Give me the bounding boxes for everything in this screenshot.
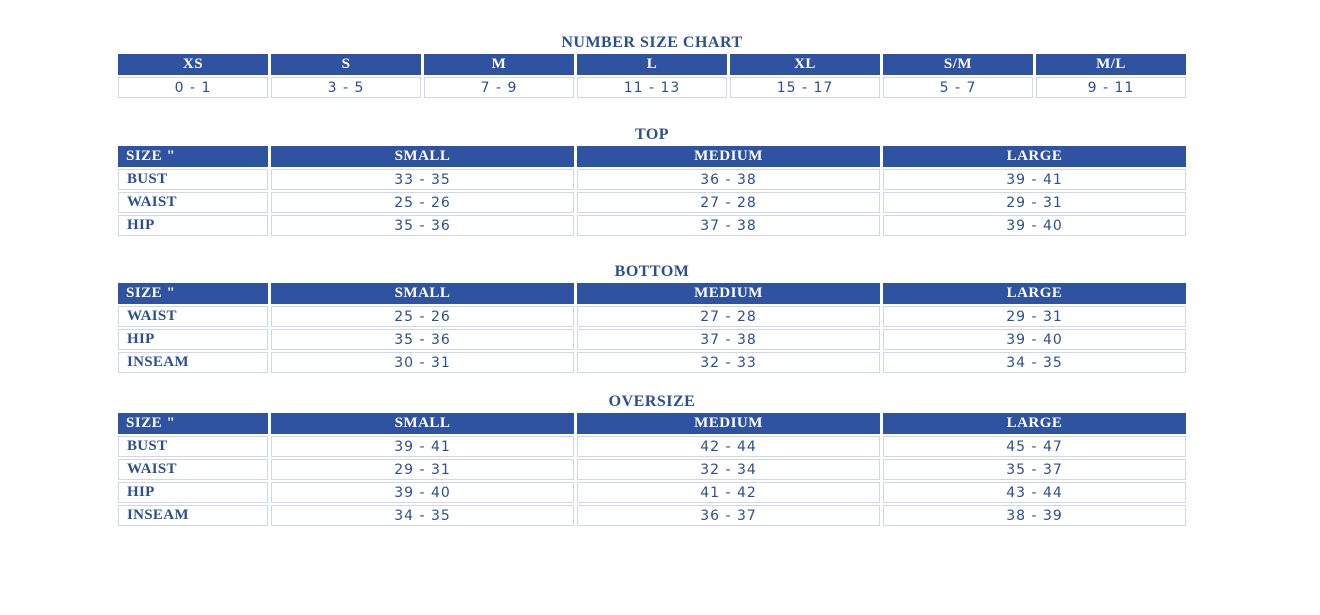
row-label: HIP — [118, 482, 268, 503]
table-cell: 39 - 40 — [883, 329, 1186, 350]
table-cell: 29 - 31 — [271, 459, 574, 480]
header-cell: SIZE " — [118, 283, 268, 304]
table-cell: 37 - 38 — [577, 329, 880, 350]
table-cell: 11 - 13 — [577, 77, 727, 98]
table-header-row — [118, 283, 1186, 304]
table-cell: 32 - 33 — [577, 352, 880, 373]
table-row — [118, 329, 1186, 350]
header-cell: XS — [118, 54, 268, 75]
table-row — [118, 169, 1186, 190]
table-cell: 15 - 17 — [730, 77, 880, 98]
header-cell: LARGE — [883, 146, 1186, 167]
table-cell: 29 - 31 — [883, 192, 1186, 213]
table-cell: 36 - 38 — [577, 169, 880, 190]
header-cell: MEDIUM — [577, 413, 880, 434]
top-size-table — [115, 144, 1189, 238]
table-row — [118, 459, 1186, 480]
header-cell: XL — [730, 54, 880, 75]
header-cell: S — [271, 54, 421, 75]
table-cell: 9 - 11 — [1036, 77, 1186, 98]
bottom-size-table — [115, 281, 1189, 375]
number-size-chart-section — [118, 34, 1186, 100]
row-label: INSEAM — [118, 505, 268, 526]
table-row — [118, 215, 1186, 236]
oversize-table — [115, 411, 1189, 528]
number-size-table — [115, 52, 1189, 100]
header-cell: L — [577, 54, 727, 75]
table-cell: 29 - 31 — [883, 306, 1186, 327]
table-cell: 35 - 36 — [271, 329, 574, 350]
table-cell: 39 - 40 — [271, 482, 574, 503]
header-cell: M — [424, 54, 574, 75]
header-cell: LARGE — [883, 413, 1186, 434]
header-cell: SMALL — [271, 413, 574, 434]
table-cell: 0 - 1 — [118, 77, 268, 98]
table-cell: 27 - 28 — [577, 306, 880, 327]
table-cell: 5 - 7 — [883, 77, 1033, 98]
table-cell: 33 - 35 — [271, 169, 574, 190]
header-cell: SIZE " — [118, 146, 268, 167]
table-cell: 39 - 41 — [883, 169, 1186, 190]
table-cell: 35 - 37 — [883, 459, 1186, 480]
table-row — [118, 352, 1186, 373]
table-header-row — [118, 146, 1186, 167]
row-label: WAIST — [118, 306, 268, 327]
table-row — [118, 77, 1186, 98]
row-label: WAIST — [118, 459, 268, 480]
header-cell: S/M — [883, 54, 1033, 75]
row-label: BUST — [118, 436, 268, 457]
table-cell: 37 - 38 — [577, 215, 880, 236]
row-label: BUST — [118, 169, 268, 190]
row-label: HIP — [118, 329, 268, 350]
table-row — [118, 482, 1186, 503]
table-cell: 35 - 36 — [271, 215, 574, 236]
header-cell: MEDIUM — [577, 283, 880, 304]
table-row — [118, 192, 1186, 213]
oversize-title: OVERSIZE — [608, 393, 696, 410]
table-cell: 45 - 47 — [883, 436, 1186, 457]
table-row — [118, 505, 1186, 526]
table-cell: 25 - 26 — [271, 192, 574, 213]
header-cell: SMALL — [271, 146, 574, 167]
table-header-row — [118, 54, 1186, 75]
table-cell: 36 - 37 — [577, 505, 880, 526]
table-row — [118, 306, 1186, 327]
header-cell: LARGE — [883, 283, 1186, 304]
header-cell: M/L — [1036, 54, 1186, 75]
table-cell: 34 - 35 — [271, 505, 574, 526]
table-cell: 38 - 39 — [883, 505, 1186, 526]
number-size-chart-title: NUMBER SIZE CHART — [561, 34, 743, 51]
table-cell: 27 - 28 — [577, 192, 880, 213]
table-cell: 32 - 34 — [577, 459, 880, 480]
bottom-title: BOTTOM — [614, 263, 690, 280]
table-cell: 39 - 40 — [883, 215, 1186, 236]
top-title: TOP — [634, 126, 670, 143]
table-row — [118, 436, 1186, 457]
oversize-section — [118, 393, 1186, 528]
table-cell: 43 - 44 — [883, 482, 1186, 503]
header-cell: MEDIUM — [577, 146, 880, 167]
table-cell: 34 - 35 — [883, 352, 1186, 373]
row-label: INSEAM — [118, 352, 268, 373]
row-label: HIP — [118, 215, 268, 236]
table-cell: 39 - 41 — [271, 436, 574, 457]
table-cell: 25 - 26 — [271, 306, 574, 327]
header-cell: SIZE " — [118, 413, 268, 434]
table-cell: 42 - 44 — [577, 436, 880, 457]
table-cell: 30 - 31 — [271, 352, 574, 373]
row-label: WAIST — [118, 192, 268, 213]
table-header-row — [118, 413, 1186, 434]
top-size-section — [118, 126, 1186, 238]
table-cell: 7 - 9 — [424, 77, 574, 98]
bottom-size-section — [118, 263, 1186, 375]
table-cell: 41 - 42 — [577, 482, 880, 503]
table-cell: 3 - 5 — [271, 77, 421, 98]
header-cell: SMALL — [271, 283, 574, 304]
